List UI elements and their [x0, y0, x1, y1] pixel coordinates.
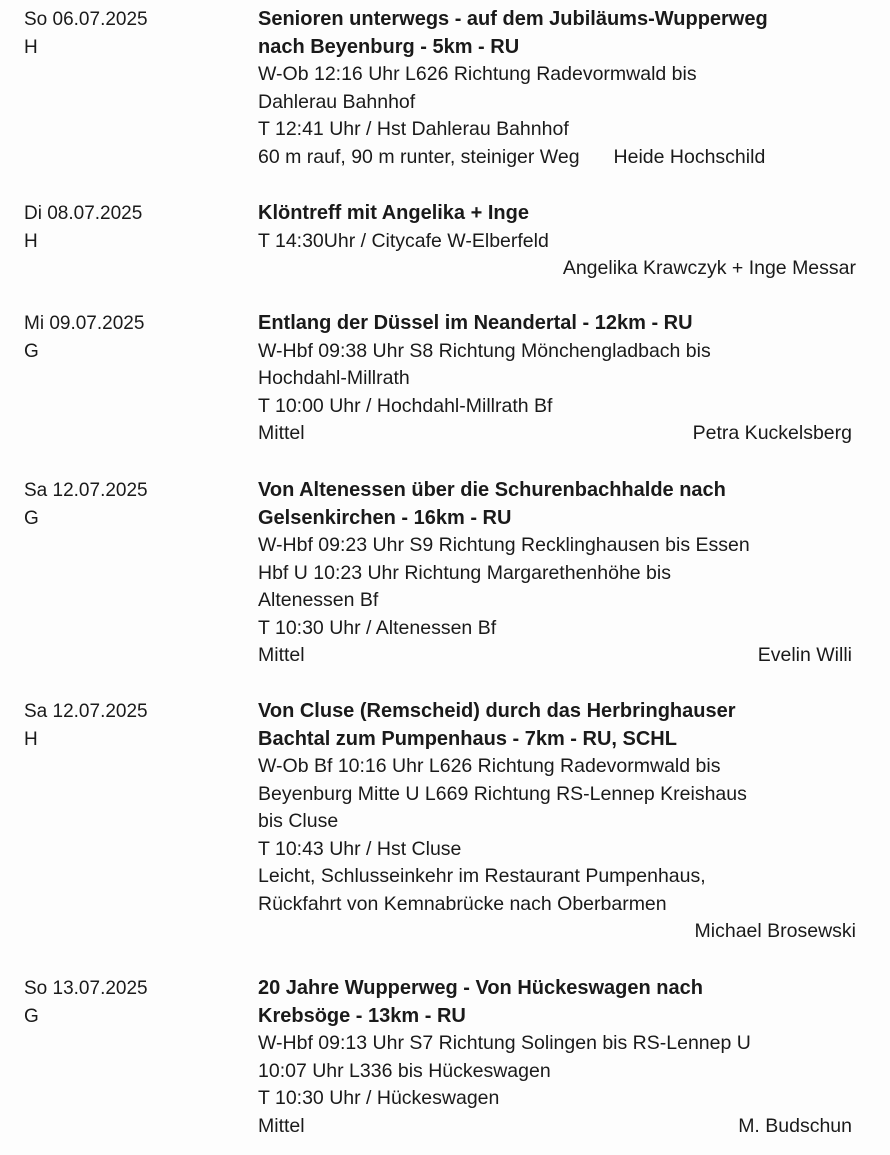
- event-leader: Petra Kuckelsberg: [692, 422, 852, 444]
- event-title-line: Gelsenkirchen - 16km - RU: [258, 506, 512, 529]
- event-code: G: [24, 507, 39, 529]
- event-detail-line: T 14:30Uhr / Citycafe W-Elberfeld: [258, 229, 549, 252]
- event-footer-row: [258, 642, 852, 670]
- event-title-line: Krebsöge - 13km - RU: [258, 1004, 466, 1027]
- event-detail-line: Altenessen Bf: [258, 589, 379, 611]
- event-title-line: nach Beyenburg - 5km - RU: [258, 35, 520, 58]
- event-date: Mi 09.07.2025: [24, 313, 145, 334]
- event-leader: M. Budschun: [738, 1114, 852, 1137]
- event-code: H: [24, 230, 38, 252]
- event-leader: Heide Hochschild: [613, 145, 766, 168]
- event-date-column: [24, 6, 224, 61]
- event-difficulty: Mittel: [258, 1114, 305, 1137]
- event-date: Sa 12.07.2025: [24, 480, 148, 501]
- event-date-column: [24, 698, 224, 753]
- event-detail-line: Leicht, Schlusseinkehr im Restaurant Pumpenhaus,: [258, 865, 706, 887]
- event-leader: Evelin Willi: [757, 644, 852, 666]
- event-code: H: [24, 728, 38, 750]
- event-detail-line: T 10:30 Uhr / Altenessen Bf: [258, 616, 497, 639]
- event-date-column: [24, 200, 224, 255]
- event-title-line: 20 Jahre Wupperweg - Von Hückeswagen nach: [258, 977, 703, 999]
- event-footer-row: [258, 144, 852, 172]
- event-details: [258, 477, 858, 670]
- event-details: [258, 698, 858, 946]
- event-code: G: [24, 340, 39, 362]
- event-detail-line: Dahlerau Bahnhof: [258, 90, 416, 113]
- event-date: Di 08.07.2025: [24, 203, 143, 224]
- event-details: [258, 975, 858, 1140]
- event-title-line: Klöntreff mit Angelika + Inge: [258, 202, 529, 224]
- event-title-line: Senioren unterwegs - auf dem Jubiläums-Wupperweg: [258, 8, 768, 30]
- event-date: So 13.07.2025: [24, 978, 148, 999]
- event-details: [258, 200, 858, 283]
- event-code: G: [24, 1005, 39, 1027]
- event-code: H: [24, 36, 38, 58]
- event-detail-line: Hbf U 10:23 Uhr Richtung Margarethenhöhe bis: [258, 561, 671, 584]
- event-date: So 06.07.2025: [24, 9, 148, 30]
- event-title-line: Von Cluse (Remscheid) durch das Herbringhauser: [258, 700, 736, 722]
- event-detail-line: Beyenburg Mitte U L669 Richtung RS-Lennep Kreishaus: [258, 782, 747, 805]
- event-detail-line: W-Hbf 09:13 Uhr S7 Richtung Solingen bis RS-Lennep U: [258, 1032, 751, 1054]
- event-detail-line: T 10:00 Uhr / Hochdahl-Millrath Bf: [258, 394, 553, 417]
- event-detail-line: Hochdahl-Millrath: [258, 367, 410, 389]
- event-footer-row: [258, 420, 852, 448]
- event-detail-line: W-Ob 12:16 Uhr L626 Richtung Radevormwald bis: [258, 63, 697, 85]
- event-date-column: [24, 975, 224, 1030]
- event-details: [258, 6, 858, 171]
- event-detail-line: T 12:41 Uhr / Hst Dahlerau Bahnhof: [258, 118, 569, 140]
- event-detail-line: T 10:30 Uhr / Hückeswagen: [258, 1087, 500, 1109]
- event-leader: Angelika Krawczyk + Inge Messar: [562, 257, 856, 279]
- event-detail-line: T 10:43 Uhr / Hst Cluse: [258, 837, 462, 860]
- event-detail-line: W-Hbf 09:38 Uhr S8 Richtung Mönchengladbach bis: [258, 339, 711, 362]
- event-title-line: Von Altenessen über die Schurenbachhalde nach: [258, 479, 726, 501]
- event-footer-row: [258, 1113, 852, 1141]
- event-date-column: [24, 310, 224, 365]
- event-date: Sa 12.07.2025: [24, 701, 148, 722]
- event-detail-line: W-Hbf 09:23 Uhr S9 Richtung Recklinghausen bis Essen: [258, 534, 750, 556]
- event-detail-line: 10:07 Uhr L336 bis Hückeswagen: [258, 1059, 551, 1082]
- event-detail-line: bis Cluse: [258, 810, 339, 832]
- event-detail-line: W-Ob Bf 10:16 Uhr L626 Richtung Radevormwald bis: [258, 755, 721, 777]
- event-details: [258, 310, 858, 448]
- event-difficulty: 60 m rauf, 90 m runter, steiniger Weg: [258, 145, 580, 168]
- event-difficulty: Mittel: [258, 644, 305, 666]
- event-detail-line: Rückfahrt von Kemnabrücke nach Oberbarmen: [258, 892, 667, 915]
- event-date-column: [24, 477, 224, 532]
- event-title-line: Entlang der Düssel im Neandertal - 12km - RU: [258, 312, 693, 334]
- event-difficulty: Mittel: [258, 422, 305, 444]
- event-leader: Michael Brosewski: [694, 920, 856, 942]
- event-title-line: Bachtal zum Pumpenhaus - 7km - RU, SCHL: [258, 727, 677, 750]
